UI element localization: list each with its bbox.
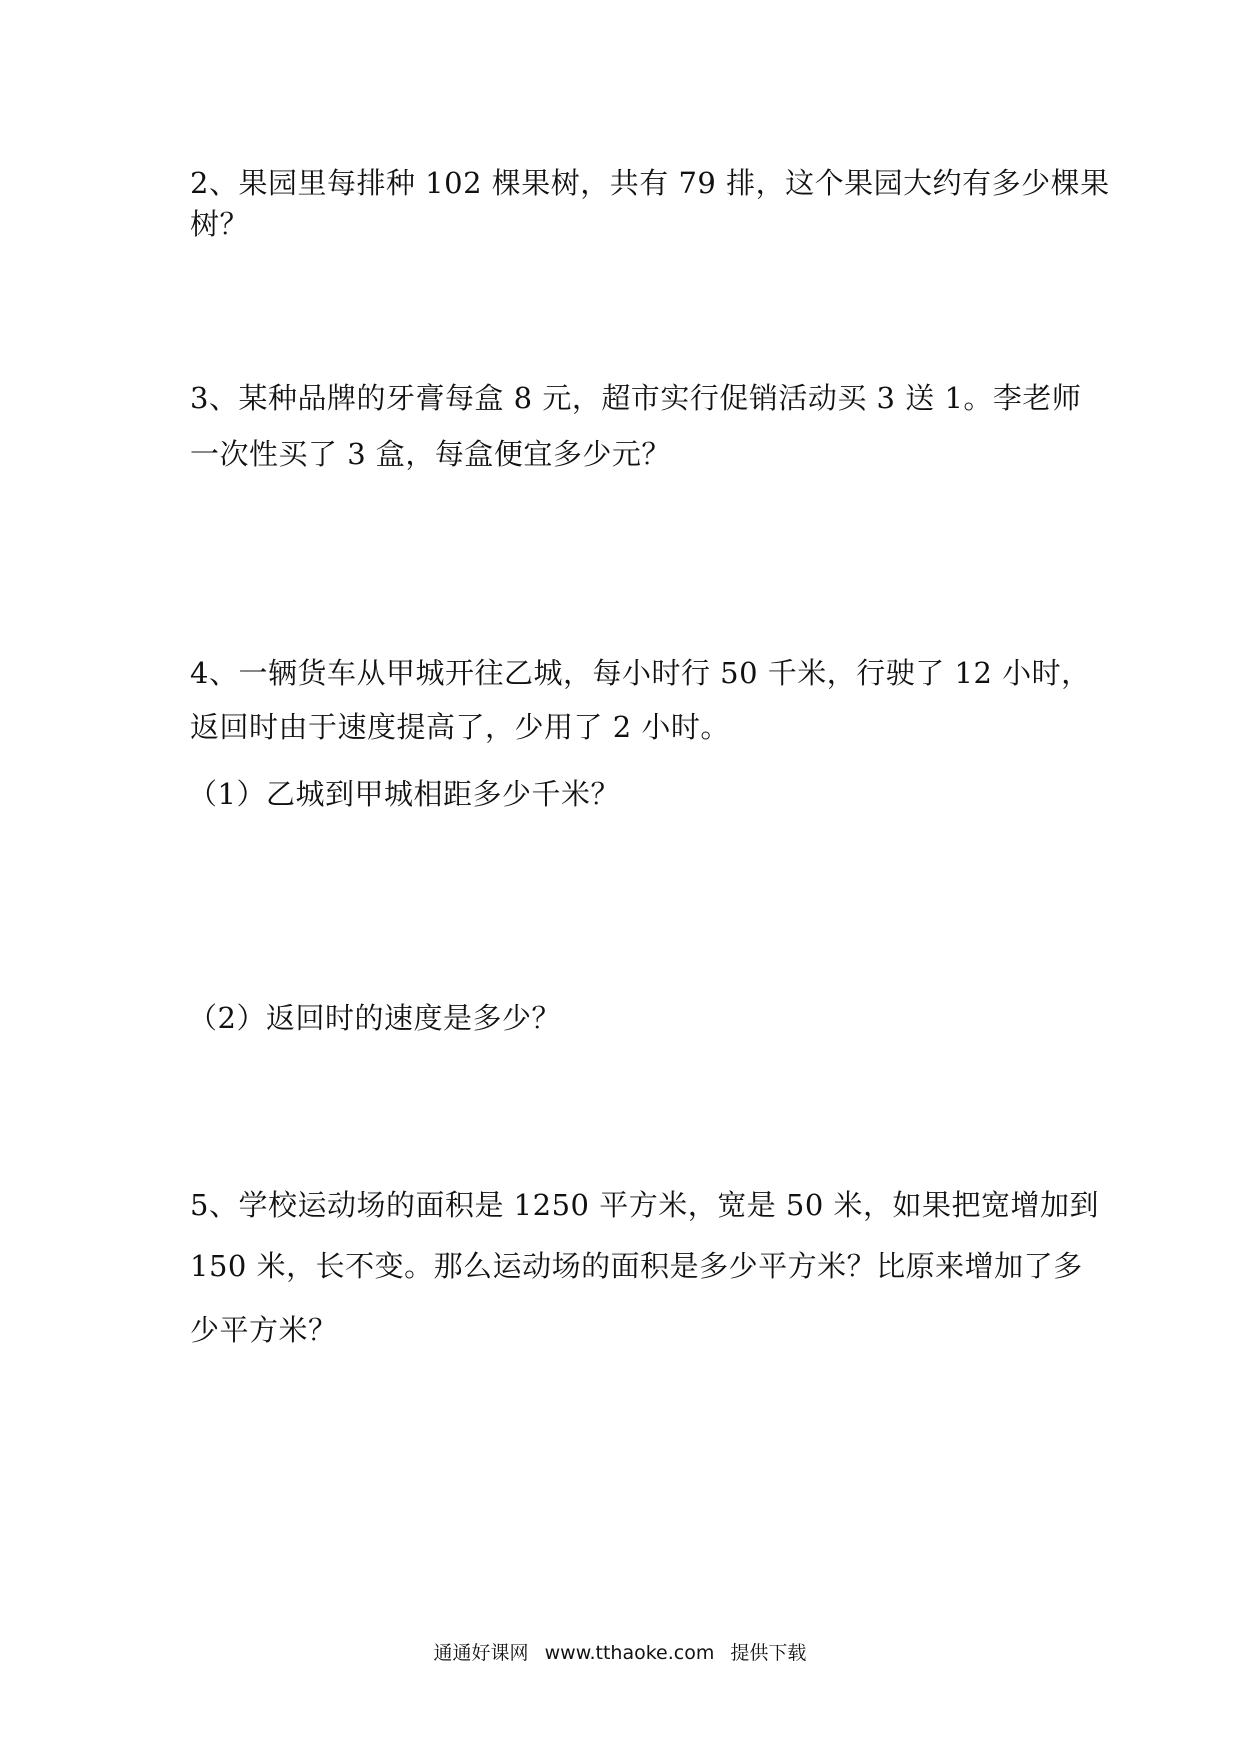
footer-suffix: 提供下载 — [730, 1642, 807, 1664]
footer-url[interactable]: www.tthaoke.com — [544, 1642, 715, 1664]
question-5-line-2: 150 米，长不变。那么运动场的面积是多少平方米？比原来增加了多 — [190, 1249, 1083, 1283]
question-5-line-3: 少平方米？ — [190, 1313, 338, 1347]
question-4-subquestion-1: （1）乙城到甲城相距多少千米？ — [188, 777, 620, 811]
question-3-line-1: 3、某种品牌的牙膏每盒 8 元，超市实行促销活动买 3 送 1。李老师 — [190, 381, 1082, 415]
question-4-line-1: 4、一辆货车从甲城开往乙城，每小时行 50 千米，行驶了 12 小时， — [190, 656, 1091, 690]
question-4-line-2: 返回时由于速度提高了，少用了 2 小时。 — [190, 710, 730, 744]
question-3-line-2: 一次性买了 3 盒，每盒便宜多少元？ — [190, 437, 671, 471]
question-4-subquestion-2: （2）返回时的速度是多少？ — [188, 1001, 561, 1035]
question-2-line-2: 树？ — [190, 207, 250, 241]
question-5-line-1: 5、学校运动场的面积是 1250 平方米，宽是 50 米，如果把宽增加到 — [190, 1188, 1100, 1222]
question-2-line-1: 2、果园里每排种 102 棵果树，共有 79 排，这个果园大约有多少棵果 — [190, 166, 1110, 200]
page-footer — [0, 1641, 1240, 1665]
footer-site-name: 通通好课网 — [433, 1642, 529, 1664]
